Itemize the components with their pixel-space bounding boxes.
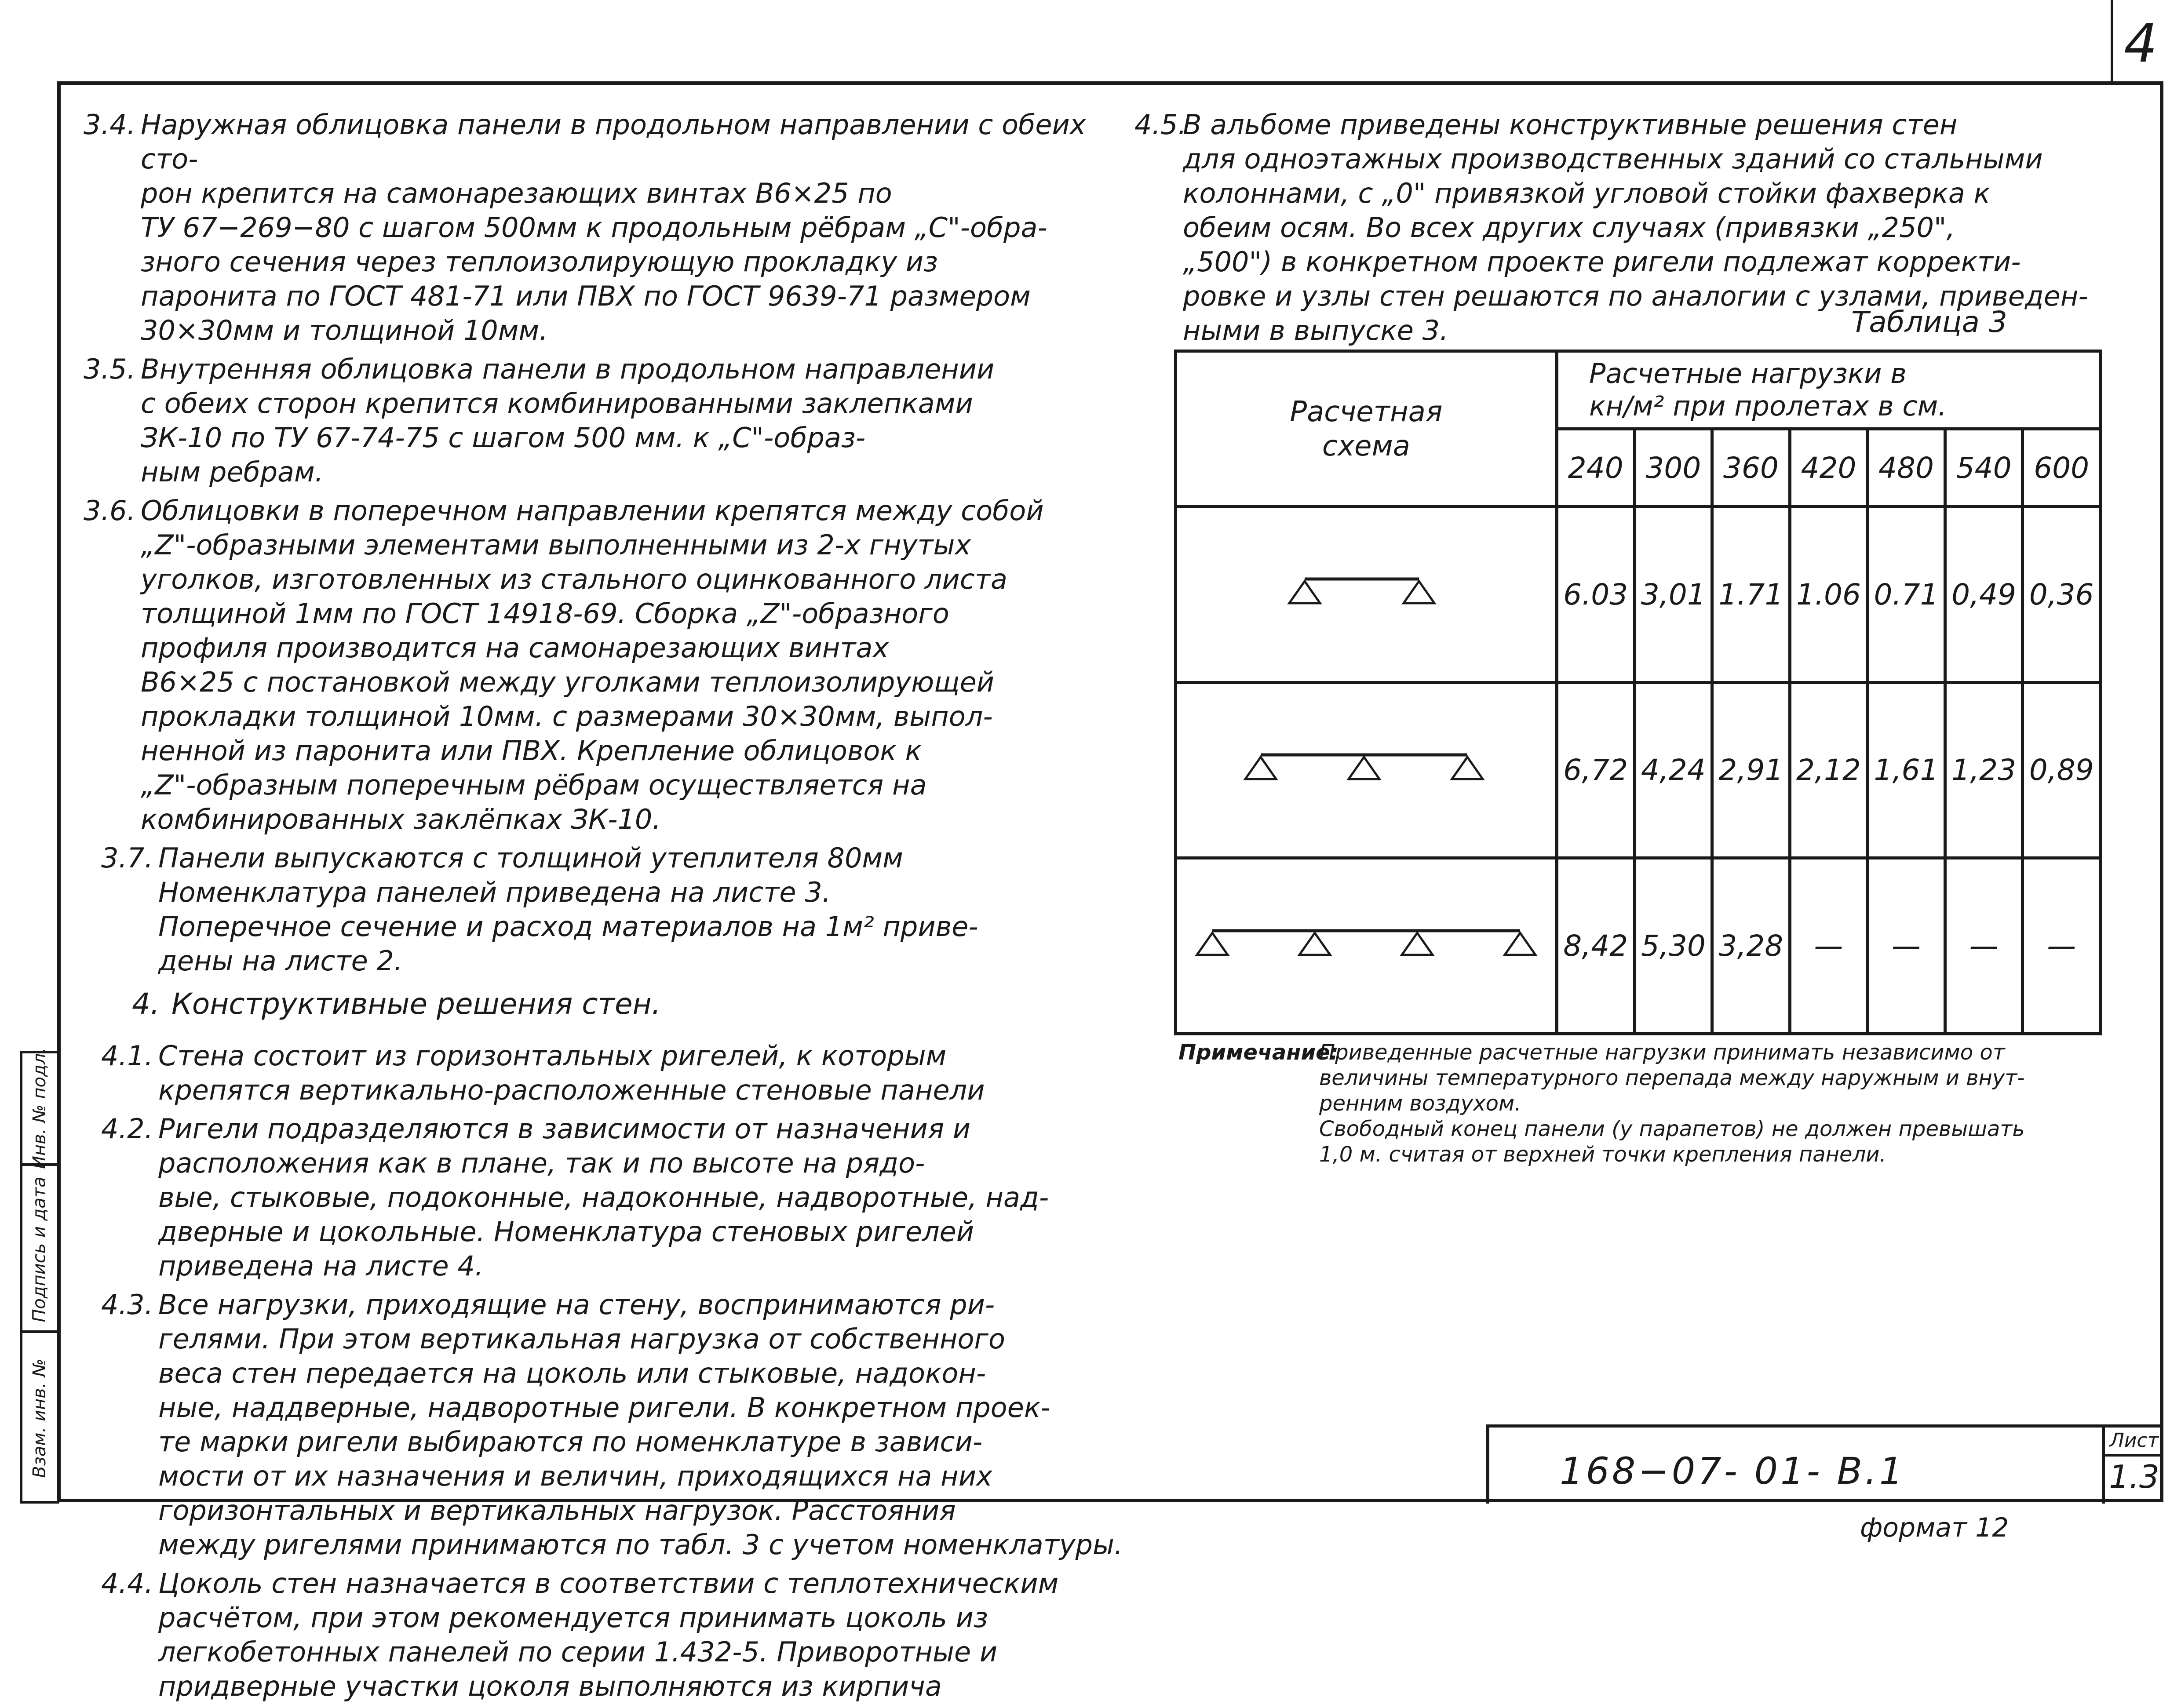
sheet-box — [2102, 1424, 2163, 1504]
table-cell: 4,24 — [1634, 682, 1712, 858]
span-header: 300 — [1634, 429, 1712, 507]
three-span-beam-icon — [1195, 920, 1538, 972]
section-heading-4: 4. Конструктивные решения стен. — [132, 987, 661, 1021]
loads-table — [1174, 350, 2102, 1035]
table-cell: — — [1945, 858, 2023, 1034]
table-cell: 1,23 — [1945, 682, 2023, 858]
table-cell: 5,30 — [1634, 858, 1712, 1034]
note-text-2: Свободный конец панели (у парапетов) не должен превышать 1,0 м. считая от верхней точки крепления панели. — [1319, 1117, 2025, 1167]
table-cell: 0,36 — [2023, 507, 2101, 683]
format-label: формат 12 — [1860, 1512, 2009, 1543]
table-cell: 2,12 — [1790, 682, 1867, 858]
span-header: 420 — [1790, 429, 1867, 507]
side-cell-inv: Инв. № подл. — [29, 1048, 50, 1169]
table-cell: 3,28 — [1712, 858, 1790, 1034]
table-cell: — — [1790, 858, 1867, 1034]
scheme-single-span — [1176, 507, 1557, 683]
scheme-three-span — [1176, 858, 1557, 1034]
single-span-beam-icon — [1287, 568, 1445, 621]
drawing-code: 168−07- 01- В.1 — [1560, 1449, 1906, 1493]
table-row — [1176, 858, 2101, 1034]
side-cell-replace: Взам. инв. № — [22, 1330, 57, 1504]
table-cell: 3,01 — [1634, 507, 1712, 683]
corner-divider — [2111, 0, 2113, 84]
span-header: 600 — [2023, 429, 2101, 507]
sheet-number-top: 4 — [2124, 13, 2158, 74]
side-cell-sign: Подпись и дата — [22, 1163, 57, 1333]
table-row — [1176, 682, 2101, 858]
sheet-value: 1.3 — [2109, 1458, 2159, 1495]
sheet-label: Лист — [2105, 1428, 2163, 1457]
note-label: Примечание: — [1178, 1040, 1339, 1065]
left-column — [84, 108, 1130, 1708]
paragraph-4-1: 4.1. Стена состоит из горизонтальных ригелей, к которым крепятся вертикально-расположенные стеновые панели — [101, 1040, 985, 1106]
paragraph-4-3: 4.3. Все нагрузки, приходящие на стену, воспринимаются ри- гелями. При этом вертикальная нагрузка от собственного веса стен передается на цоколь или стыковые, надокон- ные, наддверные, надворотные ригели. В конкретном проек- те марки ригели выбираются по номенклатуре в зависи- мости от их назначения и величин, приходящихся на них горизонтальных и вертикальных нагрузок. Расстояния между ригелями принимаются по табл. 3 с учетом номенклатуры. — [101, 1289, 1123, 1561]
scheme-two-span — [1176, 682, 1557, 858]
table-cell: 1.06 — [1790, 507, 1867, 683]
paragraph-3-7: 3.7. Панели выпускаются с толщиной утеплителя 80мм Номенклатура панелей приведена на листе 3. Поперечное сечение и расход материалов на 1м² приве- дены на листе 2. — [101, 842, 978, 977]
table-cell: — — [2023, 858, 2101, 1034]
table-cell: 0,89 — [2023, 682, 2101, 858]
table-cell: 1,61 — [1867, 682, 1945, 858]
table-cell: 0,49 — [1945, 507, 2023, 683]
table-cell: 6,72 — [1557, 682, 1635, 858]
note-text-1: Приведенные расчетные нагрузки принимать независимо от величины температурного перепада между наружным и внут- ренним воздухом. — [1319, 1040, 2025, 1116]
side-strip — [20, 1048, 59, 1504]
loads-group-header: Расчетные нагрузки в кн/м² при пролетах в см. — [1557, 351, 2101, 429]
table-cell: 0.71 — [1867, 507, 1945, 683]
title-block — [1486, 1424, 2102, 1504]
table-cell: 6.03 — [1557, 507, 1635, 683]
span-header: 540 — [1945, 429, 2023, 507]
paragraph-3-4: 3.4. Наружная облицовка панели в продольном направлении с обеих сто- рон крепится на самонарезающих винтах В6×25 по ТУ 67−269−80 с шагом 500мм к продольным рёбрам „С"-обра- зного сечения через теплоизолирующую прокладку из паронита по ГОСТ 481-71 или ПВХ по ГОСТ 9639-71 размером 30×30мм и толщиной 10мм. — [84, 109, 1086, 346]
table-note — [1178, 1040, 2137, 1167]
paragraph-4-4: 4.4. Цоколь стен назначается в соответствии с теплотехническим расчётом, при этом рекомендуется принимать цоколь из легкобетонных панелей по серии 1.432-5. Приворотные и придверные участки цоколя выполняются из кирпича — [101, 1567, 1059, 1702]
table-row — [1176, 507, 2101, 683]
paragraph-3-5: 3.5. Внутренняя облицовка панели в продольном направлении с обеих сторон крепится комбинированными заклепками ЗК-10 по ТУ 67-74-75 с шагом 500 мм. к „С"-образ- ным ребрам. — [84, 353, 995, 488]
paragraph-4-5: 4.5. В альбоме приведены конструктивные решения стен для одноэтажных производственных зданий со стальными колоннами, с „0" привязкой угловой стойки фахверка к обеим осям. Во всех других случаях (привязки „250", „500") в конкретном проекте ригели подлежат корректи- ровке и узлы стен решаются по аналогии с узлами, приведен- ными в выпуске 3. — [1134, 109, 2088, 346]
paragraph-3-6: 3.6. Облицовки в поперечном направлении крепятся между собой „Z"-образными элементами выполненными из 2-х гнутых уголков, изготовленных из стального оцинкованного листа толщиной 1мм по ГОСТ 14918-69. Сборка „Z"-образного профиля производится на самонарезающих винтах В6×25 с постановкой между уголками теплоизолирующей прокладки толщиной 10мм. с размерами 30×30мм, выпол- ненной из паронита или ПВХ. Крепление облицовок к „Z"-образным поперечным рёбрам осуществляется на комбинированных заклёпках ЗК-10. — [84, 495, 1044, 835]
paragraph-4-2: 4.2. Ригели подразделяются в зависимости от назначения и расположения как в плане, так и по высоте на рядо- вые, стыковые, подоконные, надоконные, надворотные, над- дверные и цокольные. Номенклатура стеновых ригелей приведена на листе 4. — [101, 1113, 1049, 1282]
table-cell: 8,42 — [1557, 858, 1635, 1034]
span-header: 480 — [1867, 429, 1945, 507]
span-header: 360 — [1712, 429, 1790, 507]
scheme-header: Расчетная схема — [1176, 351, 1557, 507]
table-cell: 1.71 — [1712, 507, 1790, 683]
span-header: 240 — [1557, 429, 1635, 507]
table-cell: 2,91 — [1712, 682, 1790, 858]
two-span-beam-icon — [1243, 744, 1489, 797]
table-cell: — — [1867, 858, 1945, 1034]
table-caption: Таблица 3 — [1851, 305, 2007, 339]
